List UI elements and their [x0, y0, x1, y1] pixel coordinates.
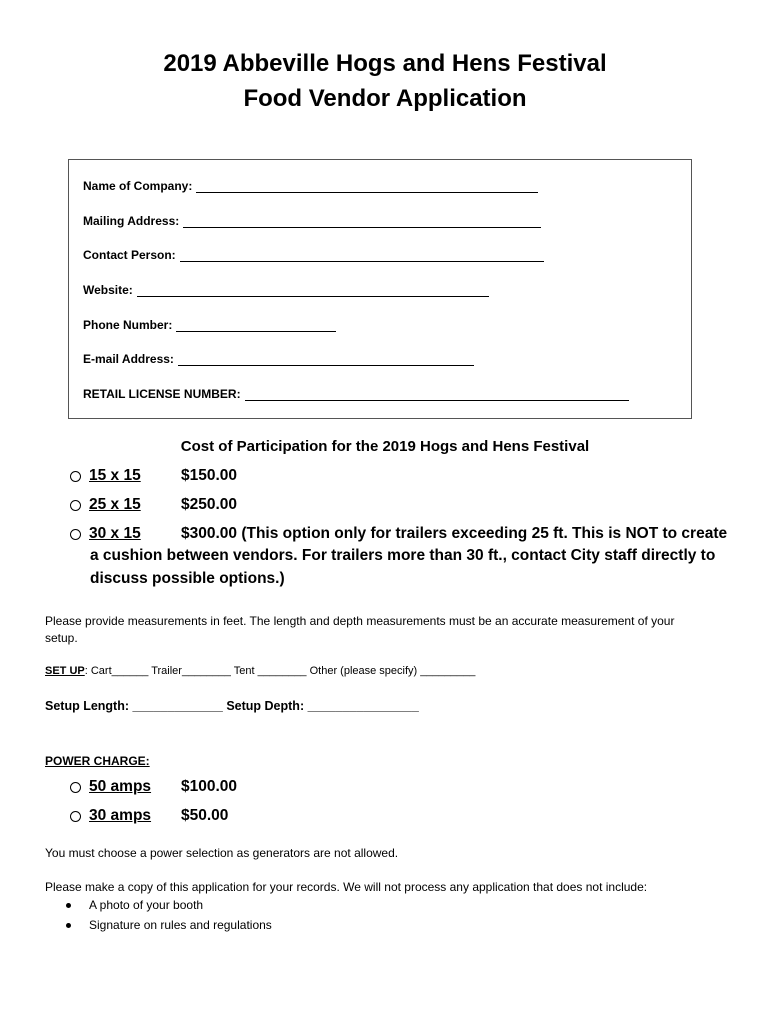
radio-circle-icon[interactable] — [70, 811, 81, 822]
measurement-instructions-cont: setup. — [45, 631, 78, 645]
power-price: $50.00 — [181, 807, 229, 824]
retail-license-line[interactable] — [245, 388, 629, 401]
power-note: You must choose a power selection as generators are not allowed. — [45, 846, 399, 860]
setup-options: : Cart______ Trailer________ Tent ________ Other (please specify) _________ — [84, 665, 476, 677]
power-charge-heading: POWER CHARGE: — [45, 754, 150, 768]
mailing-address-field[interactable] — [83, 214, 541, 228]
booth-option-30x15-note-1: a cushion between vendors. For trailers more than 30 ft., contact City staff directly to — [90, 547, 716, 564]
phone-number-line[interactable] — [176, 319, 336, 332]
mailing-address-label: Mailing Address: — [83, 214, 180, 228]
email-address-field[interactable] — [83, 352, 474, 366]
website-label: Website: — [83, 283, 133, 297]
booth-size: 30 x 15 — [89, 525, 141, 542]
records-note: Please make a copy of this application for your records. We will not process any application that does not include: — [45, 880, 648, 894]
bullet-icon — [66, 923, 71, 928]
company-name-label: Name of Company: — [83, 179, 193, 193]
contact-person-label: Contact Person: — [83, 248, 176, 262]
mailing-address-line[interactable] — [183, 215, 541, 228]
page-subtitle: Food Vendor Application — [243, 85, 527, 112]
power-size: 50 amps — [89, 778, 152, 795]
booth-size: 15 x 15 — [89, 467, 141, 484]
retail-license-label: RETAIL LICENSE NUMBER: — [83, 387, 241, 401]
email-address-label: E-mail Address: — [83, 352, 174, 366]
booth-size: 25 x 15 — [89, 496, 141, 513]
booth-option-15x15[interactable] — [70, 467, 237, 485]
booth-option-25x15[interactable] — [70, 496, 237, 514]
bullet-icon — [66, 903, 71, 908]
power-option-30-amps[interactable] — [70, 807, 228, 825]
requirement-text: A photo of your booth — [89, 898, 204, 912]
booth-price: $300.00 (This option only for trailers exceeding 25 ft. This is NOT to create — [181, 525, 728, 542]
requirement-text: Signature on rules and regulations — [89, 918, 272, 932]
power-price: $100.00 — [181, 778, 238, 795]
retail-license-field[interactable] — [83, 387, 629, 401]
contact-person-field[interactable] — [83, 248, 544, 262]
radio-circle-icon[interactable] — [70, 782, 81, 793]
contact-person-line[interactable] — [180, 249, 544, 262]
booth-price: $150.00 — [181, 467, 238, 484]
radio-circle-icon[interactable] — [70, 529, 81, 540]
page-title: 2019 Abbeville Hogs and Hens Festival — [163, 50, 607, 77]
phone-number-field[interactable] — [83, 318, 336, 332]
setup-dimensions[interactable]: Setup Length: _____________ Setup Depth: ________________ — [45, 699, 419, 713]
setup-type-line[interactable] — [45, 663, 475, 680]
requirement-bullet — [66, 918, 272, 932]
booth-price: $250.00 — [181, 496, 238, 513]
radio-circle-icon[interactable] — [70, 500, 81, 511]
email-address-line[interactable] — [178, 353, 474, 366]
power-option-50-amps[interactable] — [70, 778, 237, 796]
setup-label: SET UP — [45, 665, 85, 677]
measurement-instructions: Please provide measurements in feet. The length and depth measurements must be an accurate measurement of your — [45, 614, 675, 628]
phone-number-label: Phone Number: — [83, 318, 173, 332]
radio-circle-icon[interactable] — [70, 471, 81, 482]
requirement-bullet — [66, 898, 203, 912]
cost-heading: Cost of Participation for the 2019 Hogs and Hens Festival — [180, 438, 590, 455]
website-field[interactable] — [83, 283, 489, 297]
company-name-line[interactable] — [196, 180, 538, 193]
booth-option-30x15-note-2: discuss possible options.) — [90, 570, 285, 587]
power-size: 30 amps — [89, 807, 152, 824]
website-line[interactable] — [137, 284, 489, 297]
booth-option-30x15[interactable] — [70, 525, 727, 543]
company-name-field[interactable] — [83, 179, 538, 193]
